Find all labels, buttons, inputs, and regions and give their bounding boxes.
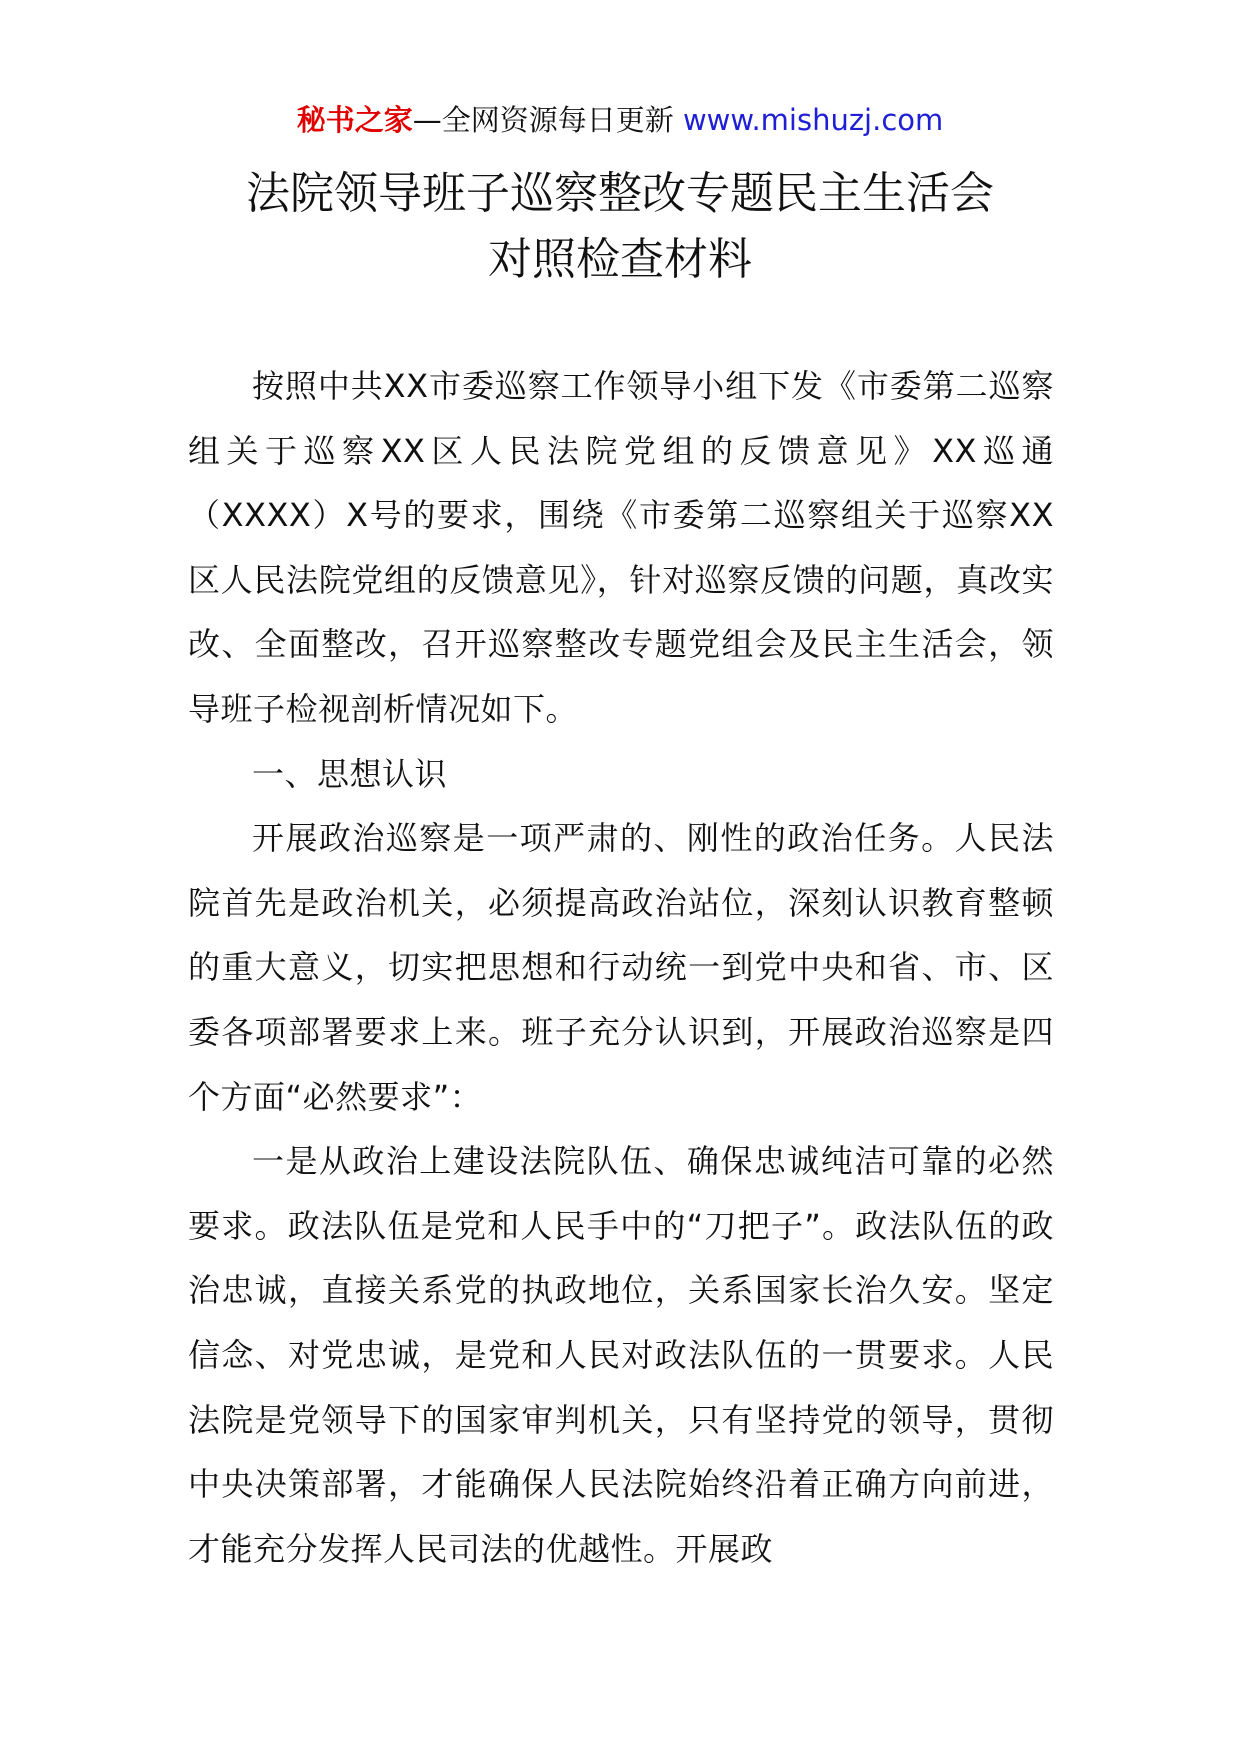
paragraph: 开展政治巡察是一项严肃的、刚性的政治任务。人民法院首先是政治机关，必须提高政治站位，深刻认识教育整顿的重大意义，切实把思想和行动统一到党中央和省、市、区委各项部署要求上来。班子充分认识到，开展政治巡察是四个方面“必然要求”： <box>188 819 1054 1116</box>
section-heading: 一、思想认识 <box>252 754 448 793</box>
paragraph-intro: 按照中共XX市委巡察工作领导小组下发《市委第二巡察组关于巡察XX区人民法院党组的反馈意见》XX巡通（XXXX）X号的要求，围绕《市委第二巡察组关于巡察XX区人民法院党组的反馈意见》，针对巡察反馈的问题，真改实改、全面整改，召开巡察整改专题党组会及民主生活会，领导班子检视剖析情况如下。 <box>188 367 1054 728</box>
document-body <box>188 354 1054 1581</box>
paragraph: 一是从政治上建设法院队伍、确保忠诚纯洁可靠的必然要求。政法队伍是党和人民手中的“刀把子”。政法队伍的政治忠诚，直接关系党的执政地位，关系国家长治久安。坚定信念、对党忠诚，是党和人民对政法队伍的一贯要求。人民法院是党领导下的国家审判机关，只有坚持党的领导，贯彻中央决策部署，才能确保人民法院始终沿着正确方向前进，才能充分发挥人民司法的优越性。开展政 <box>188 1142 1054 1568</box>
document-title-line-1: 法院领导班子巡察整改专题民主生活会 <box>246 168 994 219</box>
header-url[interactable]: www.mishuzj.com <box>682 103 944 137</box>
header-slogan: —全网资源每日更新 <box>412 103 683 137</box>
site-header <box>0 100 1240 140</box>
brand-name: 秘书之家 <box>296 103 413 137</box>
document-title-line-2: 对照检查材料 <box>488 234 752 285</box>
